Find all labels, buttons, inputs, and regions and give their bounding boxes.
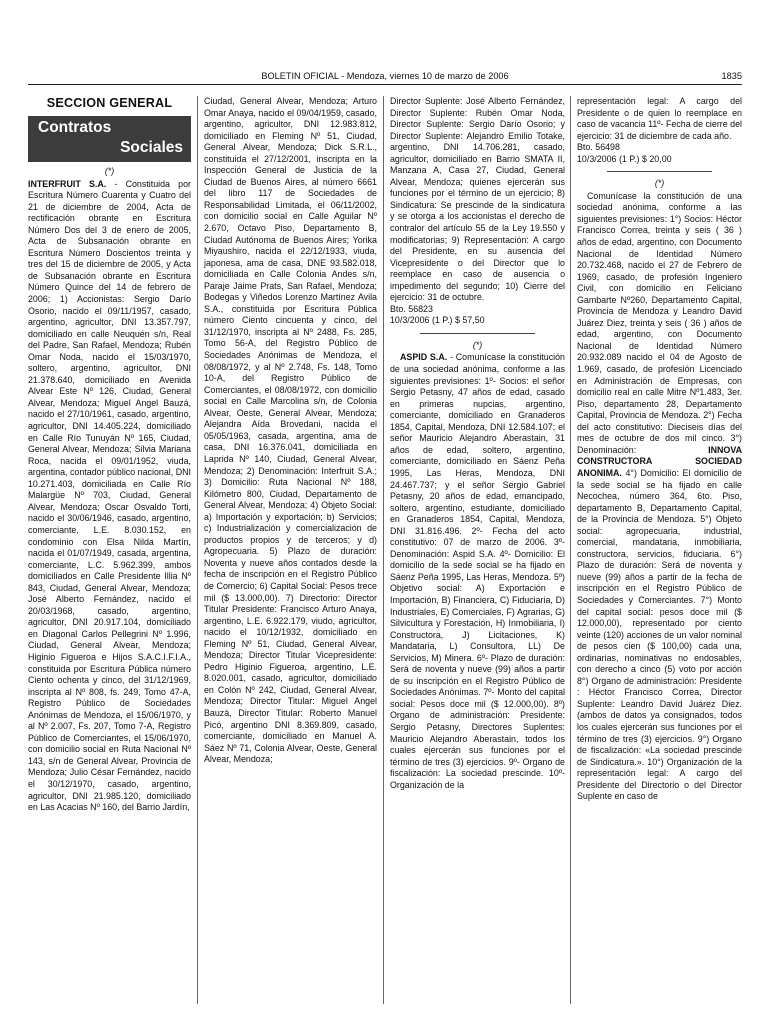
- column-3: [390, 96, 565, 791]
- notice-marker: (*): [472, 339, 483, 350]
- notice-text: representación legal: A cargo del Presidente o de quien lo reemplace en caso de vacancia 11º- Fecha de cierre del ejercicio: 31 de diciembre de cada año.: [577, 96, 742, 141]
- notice-divider: [607, 171, 712, 172]
- bto-number: Bto. 56498: [577, 142, 620, 153]
- notice-innova: [577, 191, 742, 803]
- publication-date: 10/3/2006 (1 P.) $ 20,00: [577, 153, 672, 164]
- notice-marker: (*): [104, 166, 115, 176]
- banner-line-2: Sociales: [120, 139, 183, 156]
- notice-text: - Comunícase la constitución de una sociedad anónima, conforme a las siguientes previsiones: 1º- Socios: el señor Sergio Petasny, 47 años de edad, casado en primeras nupcias, argentino, comerciante, domiciliado en Granaderos 1854, Capital, Mendoza, DNI 12.584.107; el señor Mauricio Alejandro Aberastain, 31 años de edad, soltero, argentino, comerciante, domiciliado en Sáenz Peña 1995, Las Heras, Mendoza, DNI 24.467.737; y el señor Sergio Gabriel Petasny, 20 años de edad, emancipado, soltero, argentino, estudiante, domiciliado en Granaderos 1854, Capital, Mendoza, DNI 31.816.496. 2º- Fecha del acto constitutivo: 07 de marzo de 2006. 3º- Denominación: Aspid S.A. 4º- Domicilio: El domicilio de la sede social se ha fijado en Sáenz Peña 1995, Las Heras, Mendoza. 5º) Objetivo social: A) Exportación e Importación, B) Financiera, C) Fiduciaria, D) Industriales, E) Comerciales, F) Agrarias, G) Silvicultura y Forestación, H) Inmobiliaria, I) Constructora, J) Licitaciones, K) Mandataria, L) Consultora, LL) De Servicios, M) Minera. 6º- Plazo de duración: Será de noventa y nueve (99) años a partir de su inscripción en el Registro Público de Sociedades Anónimas. 7º- Monto del capital social: Pesos doce mil ($ 12.000,00). 8º) Organo de administración: Presidente: Sergio Petasny, Directores Suplentes: Mauricio Alejandro Aberastain, todos los cuales ejercerán sus funciones por el término de tres (3) ejercicios. 9º- Organo de fiscalización: La sociedad prescinde. 10º- Organización de la: [390, 352, 565, 790]
- page-header: [28, 70, 742, 82]
- notice-interfruit: [28, 179, 191, 814]
- notice-divider: [420, 333, 535, 334]
- company-name: INNOVA CONSTRUCTORA SOCIEDAD ANONIMA.: [577, 444, 742, 478]
- column-1: [28, 96, 191, 814]
- notice-text: 4°) Domicilio: El domicilio de la sede social se ha fijado en calle Necochea, número 364, 6to. Piso, departamento B, Departamento Capital, de la Provincia de Mendoza. 5°) Objeto social: agropecuaria, industrial, comercial, mandataria, inmobiliaria, constructora, servicios, fiduciaria. 6°) Plazo de duración: Será de noventa y nueve (99) años a partir de la fecha de inscripción en el Registro Público de Sociedades y Comerciantes. 7°) Monto del capital social: pesos doce mil ($ 12.000,00), representado por ciento veinte (120) acciones de un valor nominal de pesos cien ($ 100,00) cada una, ordinarias, nominativas no endosables, con derecho a cinco (5) voto por acción 8°) Organo de administración: Presidente : Héctor Francisco Correa, Director Suplente: Leandro David Juárez Diez. (ambos de datos ya consignados, todos los cuales ejercerán sus funciones por el término de tres (3) ejercicios. 9°) Organo de fiscalización: «La sociedad prescinde de Sindicatura.». 10°) Organización de la representación legal: A cargo del Presidente del Directorio o del Director Suplente en caso de: [577, 467, 742, 802]
- company-name: INTERFRUIT S.A.: [28, 178, 107, 189]
- column-4: [577, 96, 742, 803]
- page-number: 1835: [721, 71, 742, 81]
- column-divider: [570, 96, 571, 1004]
- notice-aspid: [390, 352, 565, 791]
- notice-text: Director Suplente: José Alberto Fernández, Director Suplente: Rubén Omar Noda, Director Suplente: Sergio Darío Osorio; y Director Suplente: Alejandro Emilio Totake, argentino, DNI 14.706.281, casado, agricultor, domiciliado en Barrio SMATA II, Manzana A, Casa 27, Ciudad, General Alvear, Mendoza; quienes ejercerán sus funciones por el término de un ejercicio; 8) Sindicatura: Se prescinde de la sindicatura y se otorga a los accionistas el derecho de contralor del artículo 55 de la Ley 19.550 y modificatorias; 9) Representación: A cargo del Presidente, en su ausencia del Vicepresidente o del Director que lo reemplace en caso de ausencia o impedimento del segundo; 10) Cierre del ejercicio: 31 de octubre.: [390, 96, 565, 303]
- notice-text: Comunícase la constitución de una sociedad anónima, conforme a las siguientes previsiones: 1°) Socios: Héctor Francisco Correa, treinta y seis ( 36 ) años de edad, argentino, con Documento Nacional de Identidad Número 20.732.468, nacido el 27 de Febrero de 1969, casado, de profesión Ingeniero Civil, con domicilio en Feliciano Gambarte Nº260, Departamento Capital, Provincia de Mendoza y Leandro David Juárez Diez, treinta y seis ( 36 ) años de edad, argentino, con Documento Nacional de Identidad Número 20.932.089 nacido el 04 de Agosto de 1.969, casado, de profesión Licenciado en Administración de Empresas, con domicilio real en calle Mitre Nº1.483, 3er. Piso, departamento 28, Departamento Capital, Provincia de Mendoza. 2°) Fecha del acto constitutivo: Dieciseis días del mes de octubre de dos mil cinco. 3°) Denominación:: [577, 190, 742, 455]
- header-title: BOLETIN OFICIAL - Mendoza, viernes 10 de marzo de 2006: [261, 71, 509, 81]
- bto-number: Bto. 56823: [390, 303, 433, 314]
- notice-marker: (*): [654, 178, 665, 189]
- publication-date: 10/3/2006 (1 P.) $ 57,50: [390, 315, 485, 326]
- banner-line-1: Contratos: [38, 119, 112, 136]
- header-rule: [28, 84, 742, 85]
- column-divider: [383, 96, 384, 1004]
- column-2: [204, 96, 377, 766]
- column-divider: [197, 96, 198, 1004]
- notice-text: Ciudad, General Alvear, Mendoza; Arturo Omar Anaya, nacido el 09/04/1959, casado, argentino, agricultor, DNI 12.983.812, domiciliado en Fleming Nº 51, Ciudad, General Alvear, Mendoza; Dick S.R.L., constituida el 27/12/2001, inscripta en la Inspección General de Justicia de la Ciudad de Buenos Aires, al número 6661 del libro 117 de Sociedades de Responsabilidad Limitada, el 06/11/2002, con domicilio social en Calle Aguilar Nº 2.670, Octavo Piso, Departamento B, Ciudad Autónoma de Buenos Aires; Yorika Miyaushiro, nacida el 22/12/1933, viuda, japonesa, ama de casa, DNE 93.582.018, domiciliada en Calle Colonia Andes s/n, Paraje Jaime Prats, San Rafael, Mendoza; Bodegas y Viñedos Lorenzo Martínez Avila S.A., constituida por Escritura Pública número Ciento cincuenta y cinco, del 31/12/1970, inscripta al Nº 2488, Fs. 285, Tomo 56-A, del Registro Público de Sociedades Anónimas de Mendoza, el 08/08/1972, y al Nº 2.748, Fs. 148, Tomo 10-A, del Registro Público de Comerciantes, el 08/08/1972, con domicilio social en Calle Marcolina s/n, de Colonia Alvear, Oeste, General Alvear, Mendoza; Alejandra Aída Brovedani, nacida el 05/05/1963, casada, argentina, ama de casa, DNI 16.376.041, domiciliada en Laprida Nº 140, Ciudad, General Alvear, Mendoza; 2) Denominación: Interfruit S.A.; 3) Domicilio: Ruta Nacional Nº 188, Kilómetro 800, Ciudad, Departamento de General Alvear, Mendoza; 4) Objeto Social: a) Importación y exportación; b) Servicios; c) Industrialización y comercialización de productos propios y de terceros; y d) Agropecuaria. 5) Plazo de duración: Noventa y nueve años contados desde la fecha de inscripción en el Registro Público de Comercio; 6) Capital Social: Pesos trece mil ($ 13.000,00). 7) Directorio: Director Titular Presidente: Francisco Arturo Anaya, argentino, L.E. 6.922.179, viudo, agricultor, nacido el 10/12/1932, domiciliado en Fleming Nº 51, Ciudad, General Alvear, Mendoza; Director Titular Vicepresidente: Pedro Higinio Figueroa, argentino, L.E. 8.020.001, casado, agricultor, domiciliado en Colón Nº 242, Ciudad, General Alvear, Mendoza; Director Titular: Miguel Angel Bauzá, Director Titular: Roberto Manuel Picó, argentino DNI 8.369.809, casado, comerciante, domiciliado en Manuel A. Sáez Nº 71, Colonia Alvear, Oeste, General Alvear, Mendoza;: [204, 96, 377, 765]
- company-name: ASPID S.A.: [400, 352, 448, 363]
- section-banner: [28, 116, 191, 162]
- notice-text: - Constituida por Escritura Número Cuarenta y Cuatro del 21 de diciembre de 2004, Acta de rectificación obrante en Escritura Número Dos del 3 de enero de 2005, Acta de Subsanación obrante en Escritura Número Doscientos treinta y tres del 15 de diciembre de 2005, y Acta de Subsanación obrante en Escritura Número Quince del 14 de febrero de 2006; 1) Accionistas: Sergio Darío Osorio, nacido el 09/11/1957, casado, argentino, agricultor, DNI 13.357.797, domiciliado en calle Neuquén s/n, Real del Padre, San Rafael, Mendoza; Rubén Omar Noda, nacido el 15/03/1970, soltero, argentino, agricultor, DNI 21.378.640, domiciliado en Avenida Alvear Este Nº 126, Ciudad, General Alvear, Mendoza; Miguel Angel Bauzá, nacido el 27/10/1961, casado, argentino, agricultor, DNI 14.405.224, domiciliado en Calle Río Tunuyán Nº 165, Ciudad, General Alvear, Mendoza; Silvia Mariana Roca, nacida el 09/01/1952, viuda, argentina, contador público nacional, DNI 10.271.403, domiciliada en Calle Río Malargüe Nº 703, Ciudad, General Alvear, Mendoza; Oscar Osvaldo Torti, nacido el 30/06/1946, casado, argentino, comerciante, L.E. 8.030.152, en condominio con Elsa Nilda Martín, nacida el 01/07/1949, casada, argentina, comerciante, L.C. 5.962.399, ambos domiciliados en Calle Presidente Illia Nº 843, Ciudad, General Alvear, Mendoza; José Alberto Fernández, nacido el 20/03/1968, casado, argentino, agricultor, DNI 20.917.104, domiciliado en Diagonal Carlos Pellegrini Nº 1.996, Ciudad, General Alvear, Mendoza; Higinio Figueroa e Hijos S.A.C.I.F.I.A., constituida por Escritura Pública número Ciento ochenta y cinco, del 31/12/1969, inscripta al Nº 808, fs. 249, Tomo 47-A, Registro Público de Sociedades Anónimas de Mendoza, el 15/06/1970, y al Nº 2.007, Fs. 207, Tomo 7-A, Registro Público de Comerciantes, el 15/06/1970, con domicilio social en Ruta Nacional Nº 143, s/n de General Alvear, Provincia de Mendoza; Julio César Fernández, nacido el 30/12/1970, casado, argentino, agricultor, DNI 21.985.120, domiciliado en Las Acacias Nº 160, del Barrio Jardín,: [28, 178, 191, 813]
- section-title: SECCION GENERAL: [46, 96, 173, 110]
